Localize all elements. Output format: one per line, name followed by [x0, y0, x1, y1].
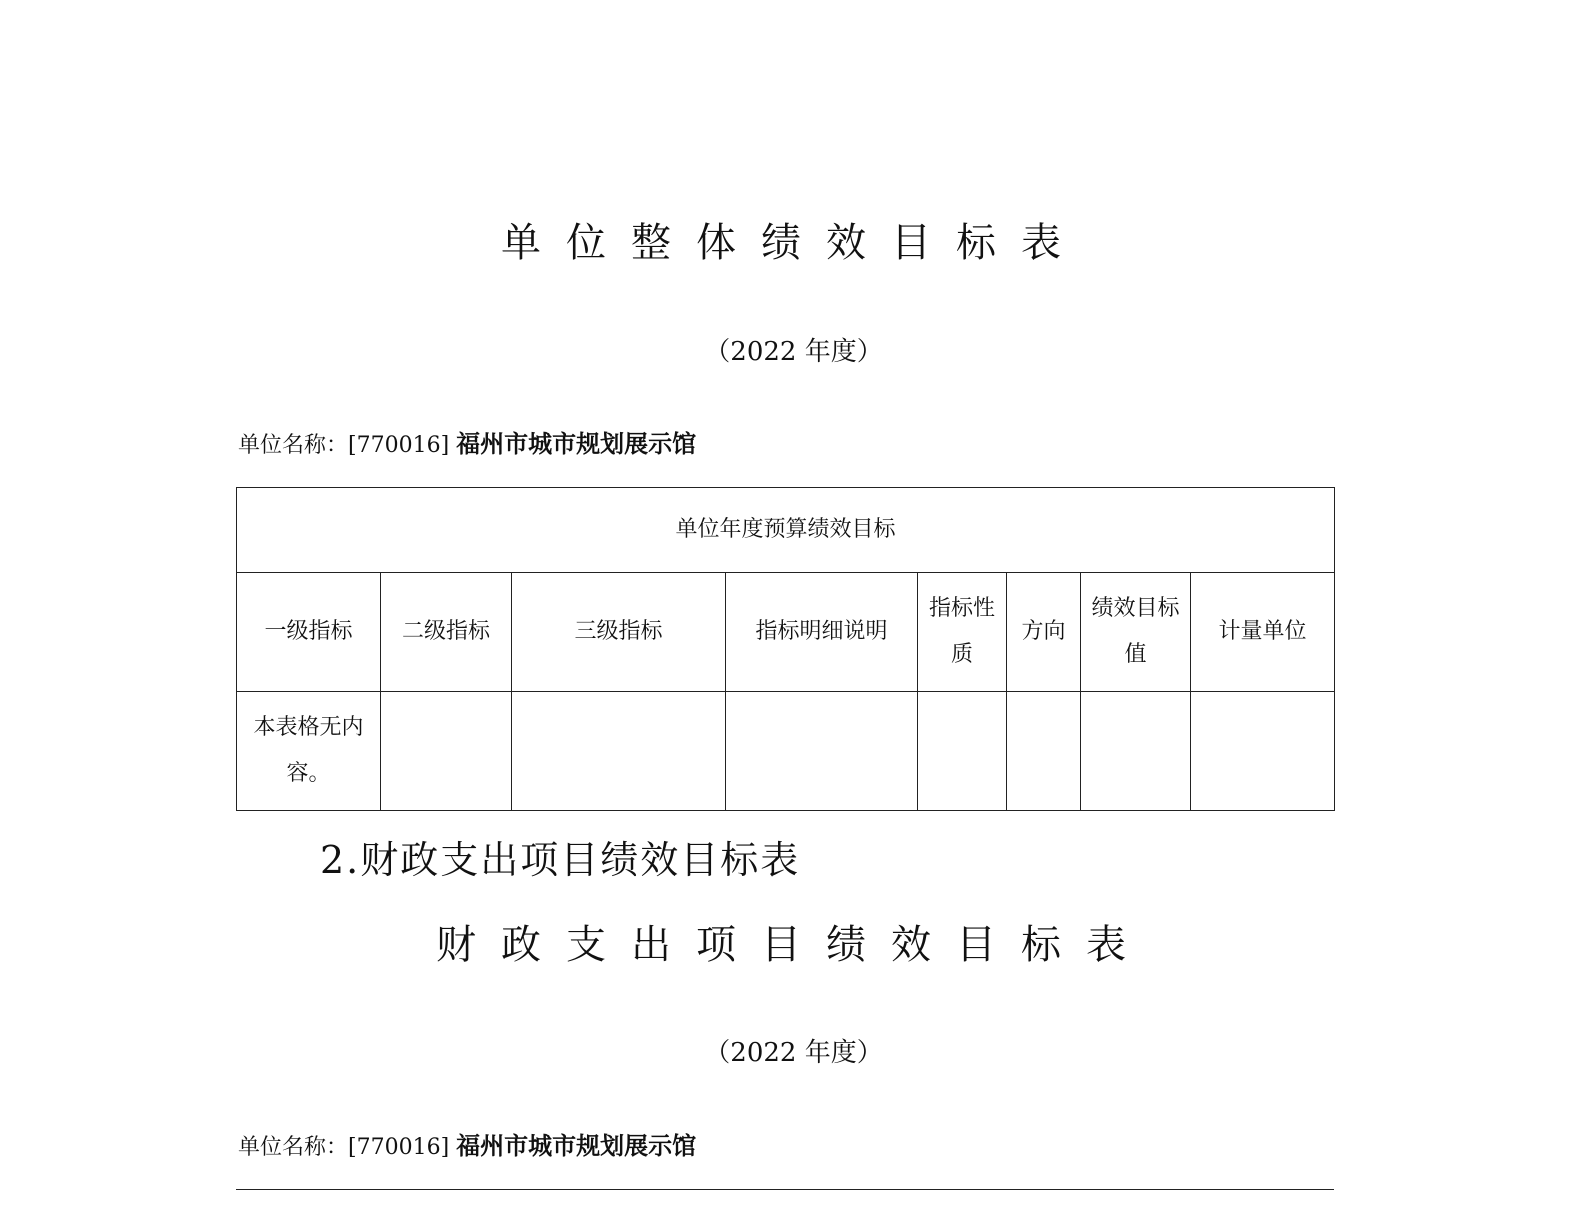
unit-performance-table	[236, 487, 1335, 811]
table-cell	[381, 692, 512, 811]
unit-performance-title: 单位整体绩效目标表	[501, 220, 1086, 266]
unit-performance-year: （2022 年度）	[704, 337, 883, 367]
header-level1-indicator: 一级指标	[237, 573, 381, 692]
header-target-value: 绩效目标值	[1081, 573, 1191, 692]
project-performance-title: 财政支出项目绩效目标表	[436, 922, 1151, 968]
unit-label: 单位名称：[770016]	[238, 433, 450, 458]
table-cell	[1007, 692, 1081, 811]
project-performance-year: （2022 年度）	[704, 1038, 883, 1068]
header-indicator-nature: 指标性质	[918, 573, 1007, 692]
next-table-top-border	[236, 1189, 1334, 1190]
unit-label: 单位名称：[770016]	[238, 1135, 450, 1160]
table-caption: 单位年度预算绩效目标	[237, 488, 1335, 573]
table-row	[237, 692, 1335, 811]
header-direction: 方向	[1007, 573, 1081, 692]
table-cell	[726, 692, 918, 811]
header-measure-unit: 计量单位	[1191, 573, 1335, 692]
unit-name: 福州市城市规划展示馆	[456, 1131, 697, 1160]
unit-info-line	[238, 429, 696, 461]
header-level2-indicator: 二级指标	[381, 573, 512, 692]
unit-name: 福州市城市规划展示馆	[456, 429, 697, 458]
table-cell	[1081, 692, 1191, 811]
project-section-heading: 2.财政支出项目绩效目标表	[320, 838, 801, 882]
table-cell	[512, 692, 726, 811]
table-cell	[918, 692, 1007, 811]
table-caption-row	[237, 488, 1335, 573]
table-header-row	[237, 573, 1335, 692]
project-unit-info-line	[238, 1131, 696, 1163]
table-cell	[1191, 692, 1335, 811]
header-level3-indicator: 三级指标	[512, 573, 726, 692]
table-cell: 本表格无内容。	[237, 692, 381, 811]
header-indicator-detail: 指标明细说明	[726, 573, 918, 692]
